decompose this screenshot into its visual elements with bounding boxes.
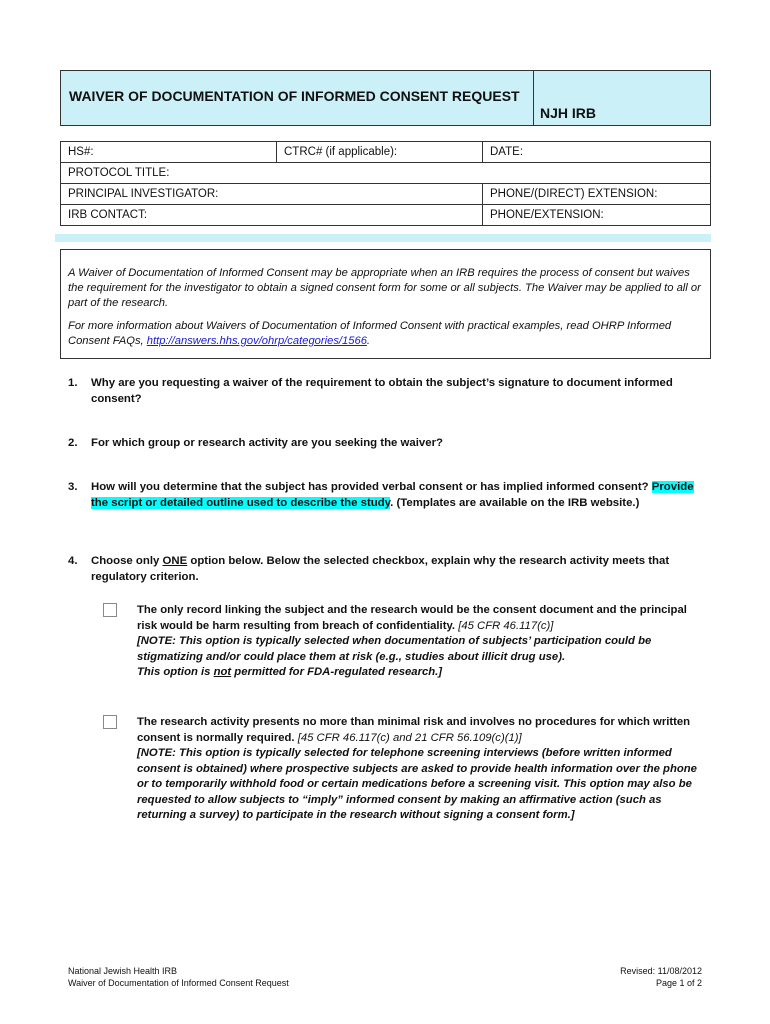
question-3: 3. How will you determine that the subject has provided verbal consent or has implied informed consent? Provide the script or detailed outline used to describe the study. (Templates are available on the IRB website.)	[68, 481, 694, 509]
form-header	[60, 70, 711, 126]
option-2: The research activity presents no more than minimal risk and involves no procedures for which written consent is normally required. [45 CFR 46.117(c) and 21 CFR 56.109(c)(1)] [NOTE: This option is typically selected for telephone screening interviews (before written informed consent is obtained) where prospective subjects are asked to provide health information over the phone or to temporarily withhold food or certain medications before a screening visit. This option may also be requested to allow subjects to “imply” informed consent by making an affirmative action (such as returning a survey) to participate in the research without signing a consent form.]	[103, 715, 703, 824]
question-4: 4. Choose only ONE option below. Below the selected checkbox, explain why the research activity meets that regulatory criterion.	[68, 555, 670, 583]
protocol-title-field[interactable]: PROTOCOL TITLE:	[61, 163, 711, 184]
hs-field[interactable]: HS#:	[61, 142, 277, 163]
question-1: 1. Why are you requesting a waiver of the requirement to obtain the subject’s signature to document informed consent?	[68, 377, 673, 405]
option-1-checkbox[interactable]	[103, 603, 117, 617]
footer-right: Revised: 11/08/2012 Page 1 of 2	[620, 966, 702, 988]
option-2-checkbox[interactable]	[103, 715, 117, 729]
ctrc-field[interactable]: CTRC# (if applicable):	[277, 142, 483, 163]
option-1: The only record linking the subject and the research would be the consent document and the principal risk would be harm resulting from breach of confidentiality. [45 CFR 46.117(c)] [NOTE: This option is typically selected when documentation of subjects’ participation could be stigmatizing and/or could place them at risk (e.g., studies about illicit drug use). This option is not permitted for FDA-regulated research.]	[103, 603, 703, 681]
protocol-info-table	[60, 141, 711, 226]
pi-field[interactable]: PRINCIPAL INVESTIGATOR:	[61, 184, 483, 205]
irb-label: NJH IRB	[540, 105, 597, 121]
intro-paragraph-1: A Waiver of Documentation of Informed Consent may be appropriate when an IRB requires the process of consent but waives the requirement for the investigator to obtain a signed consent form for some or all subjects. The Waiver may be applied to all or part of the research.	[68, 267, 701, 310]
divider-bar	[55, 234, 711, 242]
intro-paragraph-2: For more information about Waivers of Documentation of Informed Consent with practical examples, read OHRP Informed Consent FAQs, http://answers.hhs.gov/ohrp/categories/1566.	[68, 319, 672, 347]
question-2: 2. For which group or research activity are you seeking the waiver?	[68, 437, 443, 449]
phone-direct-field[interactable]: PHONE/(DIRECT) EXTENSION:	[483, 184, 711, 205]
intro-box	[60, 249, 711, 359]
highlighted-instruction: Provide the script or detailed outline used to describe the study	[91, 481, 694, 509]
footer-left: National Jewish Health IRB Waiver of Documentation of Informed Consent Request	[68, 966, 289, 988]
date-field[interactable]: DATE:	[483, 142, 711, 163]
irb-contact-field[interactable]: IRB CONTACT:	[61, 205, 483, 226]
ohrp-faq-link[interactable]: http://answers.hhs.gov/ohrp/categories/1566	[146, 334, 367, 347]
phone-ext-field[interactable]: PHONE/EXTENSION:	[483, 205, 711, 226]
form-title: WAIVER OF DOCUMENTATION OF INFORMED CONSENT REQUEST	[61, 71, 534, 125]
